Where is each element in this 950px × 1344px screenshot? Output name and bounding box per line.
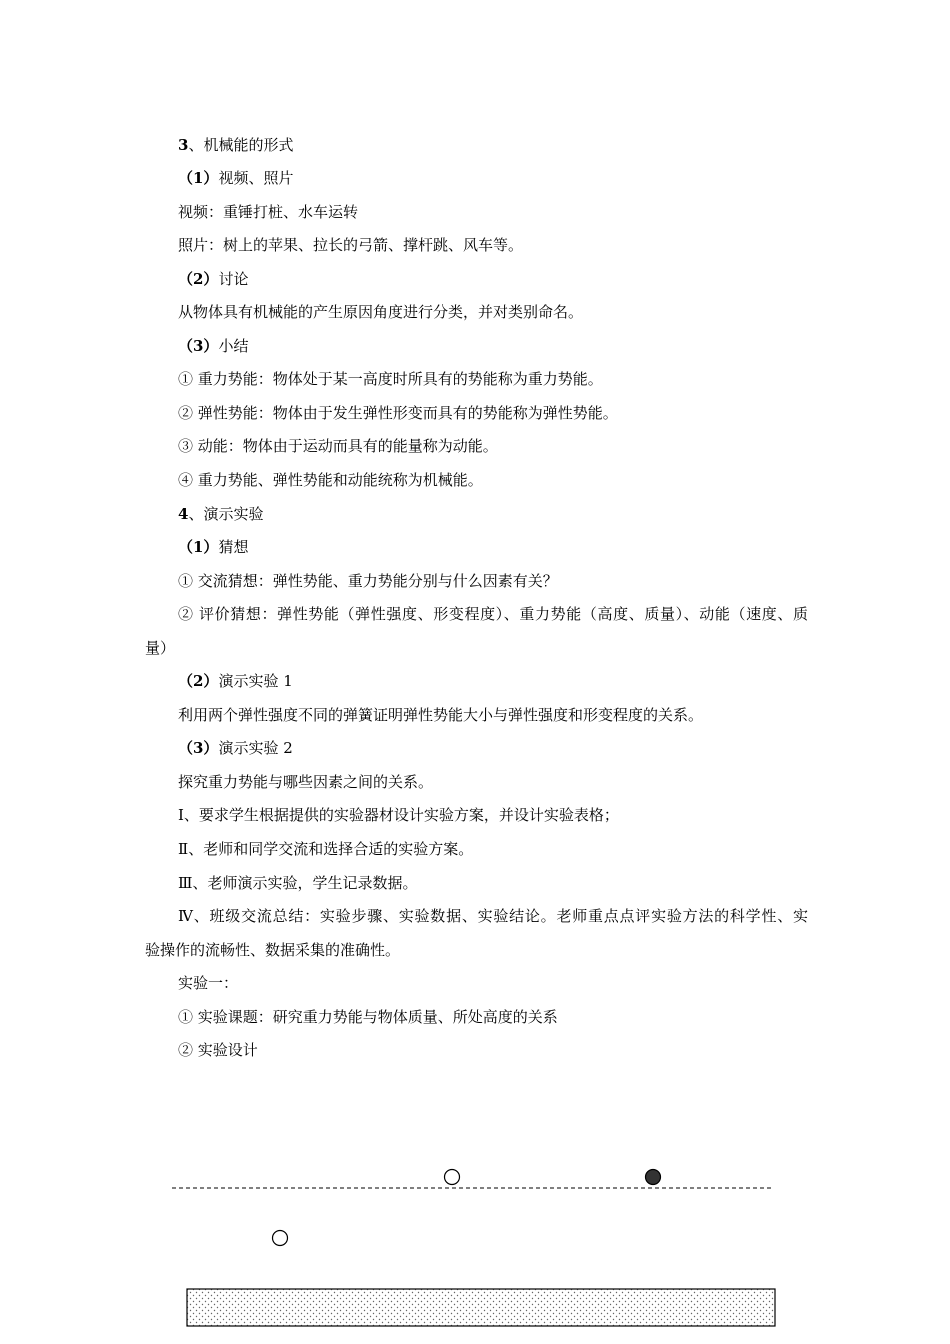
step-2: Ⅱ、老师和同学交流和选择合适的实验方案。	[178, 840, 474, 858]
step-1: Ⅰ、要求学生根据提供的实验器材设计实验方案，并设计实验表格；	[178, 806, 619, 824]
list-item-kinetic-energy: ③ 动能：物体由于运动而具有的能量称为动能。	[178, 437, 498, 455]
filled-ball	[646, 1170, 661, 1185]
step-3: Ⅲ、老师演示实验，学生记录数据。	[178, 874, 418, 892]
section-heading-demo-experiment: 4、演示实验	[178, 505, 264, 523]
hollow-ball-lower	[273, 1231, 288, 1246]
list-item-mechanical-energy: ④ 重力势能、弹性势能和动能统称为机械能。	[178, 471, 483, 489]
subheading-summary: （3）小结	[178, 337, 249, 355]
subheading-discussion: （2）讨论	[178, 270, 249, 288]
subheading-demo-1: （2）演示实验 1	[178, 672, 293, 690]
list-item-exchange-guess: ① 交流猜想：弹性势能、重力势能分别与什么因素有关？	[178, 572, 558, 590]
step-4-cont: 验操作的流畅性、数据采集的准确性。	[145, 941, 401, 959]
subheading-guess: （1）猜想	[178, 538, 249, 556]
list-item-evaluate-guess: ② 评价猜想：弹性势能（弹性强度、形变程度）、重力势能（高度、质量）、动能（速度、质	[178, 605, 808, 623]
paragraph-demo-2: 探究重力势能与哪些因素之间的关系。	[178, 773, 434, 791]
ground-block	[187, 1289, 775, 1326]
experiment-topic: ① 实验课题：研究重力势能与物体质量、所处高度的关系	[178, 1008, 558, 1026]
list-item-evaluate-guess-cont: 量）	[145, 639, 176, 657]
experiment-design: ② 实验设计	[178, 1041, 258, 1059]
paragraph-photos: 照片：树上的苹果、拉长的弓箭、撑杆跳、风车等。	[178, 236, 524, 254]
step-4: Ⅳ、班级交流总结：实验步骤、实验数据、实验结论。老师重点点评实验方法的科学性、实	[178, 907, 808, 925]
experiment-diagram	[0, 1150, 950, 1344]
section-heading-mechanical-energy: 3、机械能的形式	[178, 136, 294, 154]
paragraph-videos: 视频：重锤打桩、水车运转	[178, 203, 359, 221]
subheading-demo-2: （3）演示实验 2	[178, 739, 293, 757]
subheading-video-photos: （1）视频、照片	[178, 169, 294, 187]
paragraph-classification: 从物体具有机械能的产生原因角度进行分类，并对类别命名。	[178, 303, 584, 321]
list-item-elastic-pe: ② 弹性势能：物体由于发生弹性形变而具有的势能称为弹性势能。	[178, 404, 618, 422]
list-item-gravitational-pe: ① 重力势能：物体处于某一高度时所具有的势能称为重力势能。	[178, 370, 603, 388]
experiment-one-heading: 实验一：	[178, 974, 239, 992]
paragraph-demo-1: 利用两个弹性强度不同的弹簧证明弹性势能大小与弹性强度和形变程度的关系。	[178, 706, 704, 724]
hollow-ball-upper	[445, 1170, 460, 1185]
